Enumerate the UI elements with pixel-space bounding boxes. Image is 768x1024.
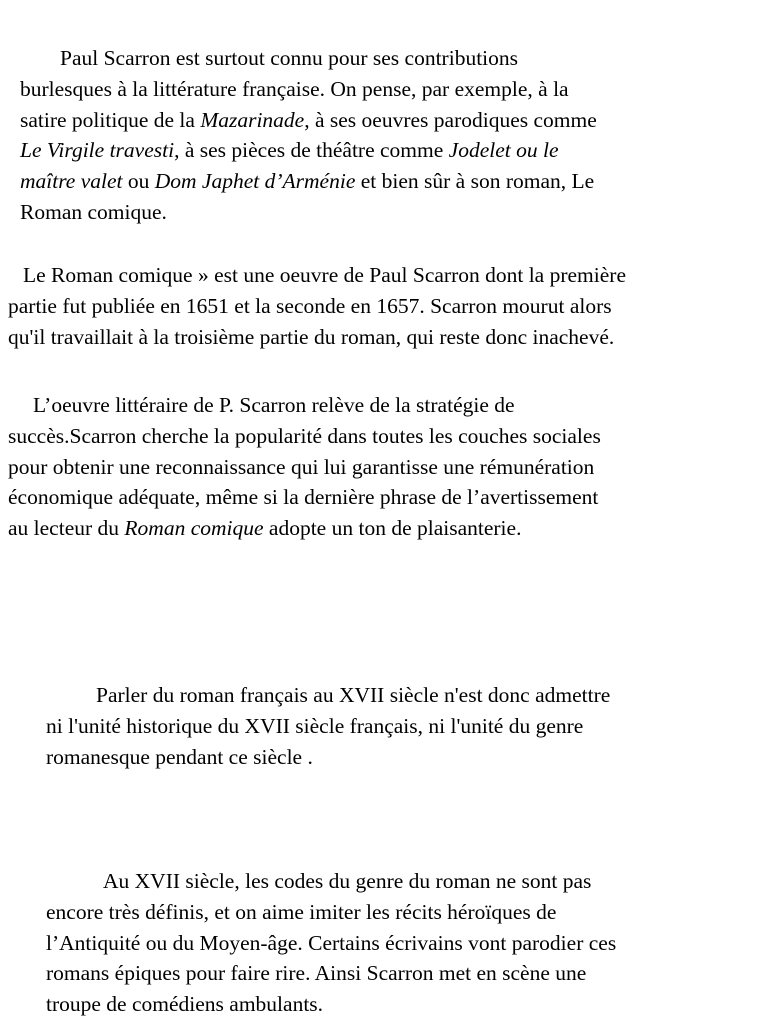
paragraph-roman-comique (8, 260, 626, 352)
paragraph-codes-du-genre (46, 866, 616, 1020)
text-line: burlesques à la littérature française. On pense, par exemple, à la (20, 76, 569, 101)
text-line: Parler du roman français au XVII siècle n'est donc admettre (96, 683, 611, 707)
text-run: satire politique de la (20, 107, 201, 132)
text-line (20, 135, 597, 166)
title-dom-japhet: Dom Japhet d’Arménie (154, 169, 356, 194)
text-run: adopte un ton de plaisanterie. (263, 516, 522, 541)
text-line: Le Roman comique » est une oeuvre de Paul Scarron dont la première (23, 263, 626, 287)
text-line: qu'il travaillait à la troisième partie du roman, qui reste donc inachevé. (8, 324, 615, 349)
paragraph-scarron-burlesque (20, 43, 597, 228)
text-line: romanesque pendant ce siècle . (46, 744, 313, 769)
title-mazarinade: Mazarinade (200, 107, 305, 132)
text-run: ou (122, 169, 155, 194)
paragraph-strategie-succes (8, 390, 601, 544)
text-run: au lecteur du (8, 516, 125, 541)
text-run: et bien sûr à son roman, Le (355, 169, 595, 194)
text-line: troupe de comédiens ambulants. (46, 992, 324, 1017)
text-run: , à ses pièces de théâtre comme (174, 138, 449, 163)
text-line: partie fut publiée en 1651 et la seconde en 1657. Scarron mourut alors (8, 293, 612, 318)
text-line: L’oeuvre littéraire de P. Scarron relève de la stratégie de (33, 393, 515, 417)
title-roman-comique: Roman comique (124, 516, 264, 541)
text-run: , à ses oeuvres parodiques comme (304, 107, 597, 132)
title-jodelet-cont: maître valet (20, 169, 123, 194)
text-line: pour obtenir une reconnaissance qui lui garantisse une rémunération (8, 454, 595, 479)
title-virgile-travesti: Le Virgile travesti (20, 138, 175, 163)
text-line: économique adéquate, même si la dernière phrase de l’avertissement (8, 485, 599, 510)
text-line: l’Antiquité ou du Moyen-âge. Certains écrivains vont parodier ces (46, 930, 617, 955)
text-line: ni l'unité historique du XVII siècle français, ni l'unité du genre (46, 713, 584, 738)
text-line (20, 105, 597, 136)
text-line (8, 513, 601, 544)
text-line: Paul Scarron est surtout connu pour ses contributions (60, 46, 519, 70)
text-line: romans épiques pour faire rire. Ainsi Scarron met en scène une (46, 961, 587, 986)
text-line: Au XVII siècle, les codes du genre du roman ne sont pas (103, 869, 592, 893)
text-line: Roman comique. (20, 199, 167, 224)
text-line: succès.Scarron cherche la popularité dans toutes les couches sociales (8, 423, 601, 448)
text-line (20, 166, 597, 197)
paragraph-roman-francais (46, 680, 610, 772)
title-jodelet: Jodelet ou le (448, 138, 559, 163)
text-line: encore très définis, et on aime imiter les récits héroïques de (46, 899, 557, 924)
